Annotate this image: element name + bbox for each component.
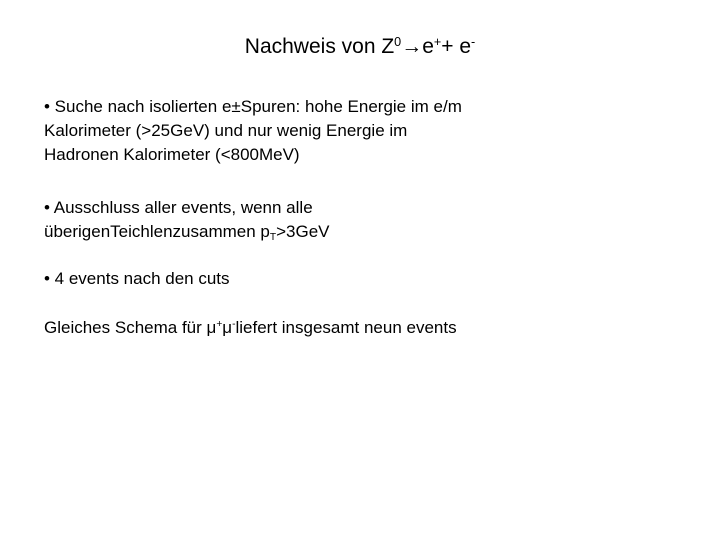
title-text-part1: Nachweis von Z bbox=[244, 35, 395, 58]
bullet-ausschluss bbox=[44, 196, 684, 244]
title-superscript-zero: 0 bbox=[394, 35, 402, 50]
bullet-ausschluss-subscript: T bbox=[269, 232, 277, 244]
bullet-suche-text: • Suche nach isolierten e±Spuren: hohe Energie im e/m Kalorimeter (>25GeV) und nur wenig Energie im Hadronen Kalorimeter (<800MeV) bbox=[44, 97, 462, 164]
title-text-part2: →e bbox=[401, 35, 434, 58]
bullet-events bbox=[44, 267, 684, 291]
footer-part2: μ bbox=[222, 318, 233, 337]
footer-superscript-plus: + bbox=[216, 319, 223, 331]
footer-line-text bbox=[44, 316, 684, 340]
slide-title bbox=[0, 34, 720, 60]
bullet-suche bbox=[44, 95, 684, 167]
title-text-part3: + e bbox=[441, 35, 472, 58]
bullet-ausschluss-part1: • Ausschluss aller events, wenn alle überigenTeichlenzusammen p bbox=[44, 198, 313, 241]
footer-part1: Gleiches Schema für μ bbox=[44, 318, 217, 337]
footer-line bbox=[44, 316, 684, 340]
footer-part3: liefert insgesamt neun events bbox=[235, 318, 457, 337]
bullet-ausschluss-text bbox=[44, 196, 684, 244]
bullet-events-text: • 4 events nach den cuts bbox=[44, 269, 230, 288]
bullet-ausschluss-part2: >3GeV bbox=[276, 222, 330, 241]
title-superscript-minus: - bbox=[471, 35, 476, 50]
footer-superscript-minus: - bbox=[232, 319, 236, 331]
title-superscript-plus: + bbox=[433, 35, 442, 50]
